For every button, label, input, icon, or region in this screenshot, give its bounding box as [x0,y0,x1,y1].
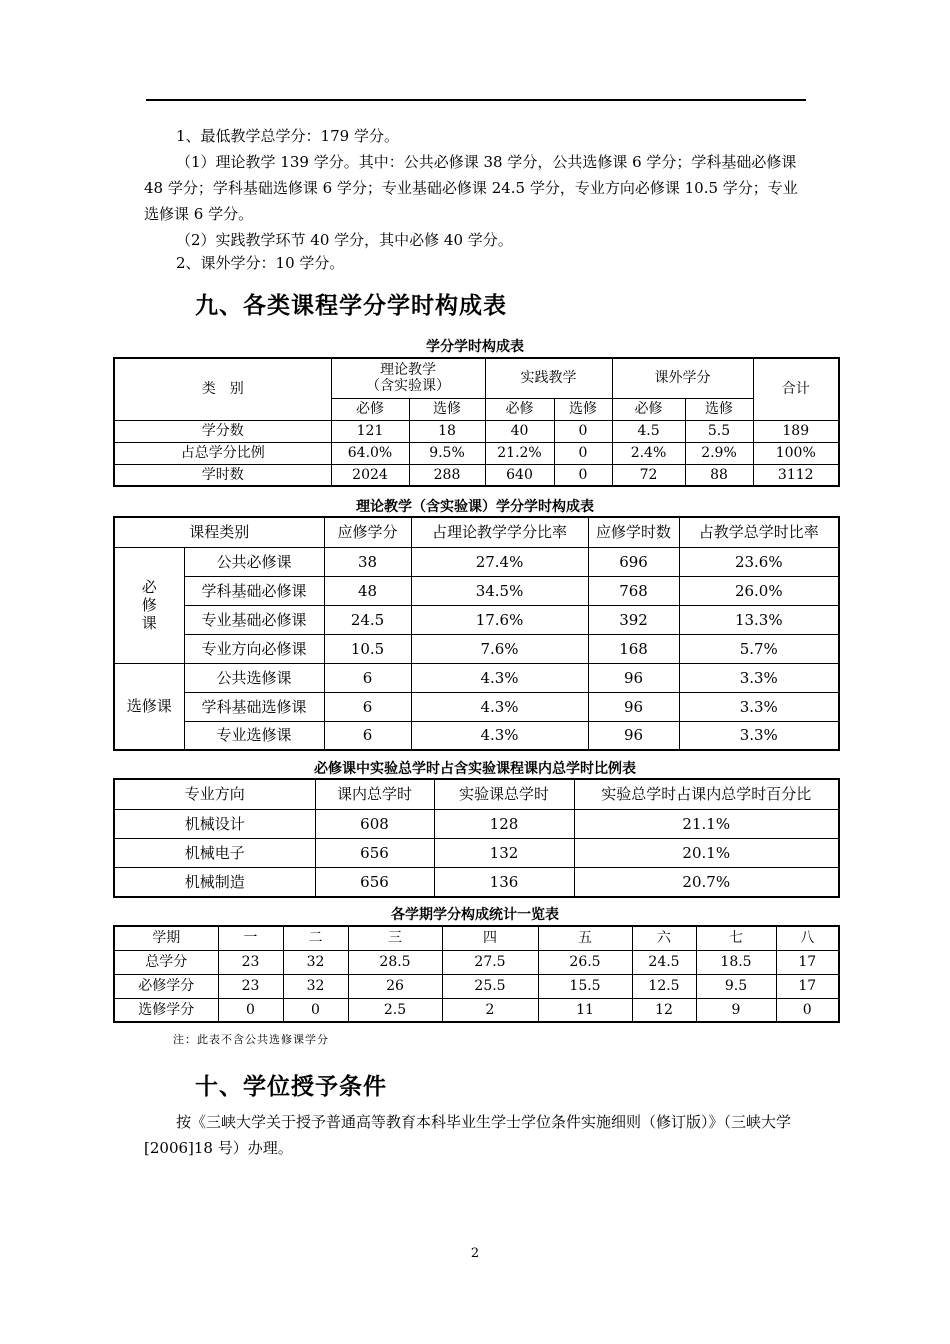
table-cell: 3112 [753,464,839,486]
t1-subheader-elective: 选修 [554,398,612,420]
table-cell: 96 [588,663,679,692]
table-cell: 48 [324,576,411,605]
t2-header-credit-ratio: 占理论教学学分比率 [411,517,588,547]
intro-line-1: 1、最低教学总学分：179 学分。 [176,127,399,145]
table-cell: 12.5 [632,974,696,998]
table1-caption: 学分学时构成表 [426,339,524,355]
table-cell: 17.6% [411,605,588,634]
table-row [114,692,839,721]
table-cell: 2.5 [348,998,442,1022]
table-row [114,998,839,1022]
table-cell: 288 [409,464,485,486]
table-cell: 2 [442,998,538,1022]
table-cell: 0 [554,442,612,464]
header-rule [146,99,806,101]
table-cell: 3.3% [679,692,839,721]
lab-hours-table [113,778,840,898]
course-name: 学科基础必修课 [184,576,324,605]
intro-line-4: 2、课外学分：10 学分。 [176,254,345,272]
page-number: 2 [470,1246,480,1261]
table-cell: 4.3% [411,721,588,750]
table-cell: 20.1% [574,838,839,867]
table-cell: 15.5 [538,974,632,998]
table-row [114,663,839,692]
table-cell: 24.5 [632,950,696,974]
table-row [114,442,839,464]
table-cell: 2.9% [685,442,753,464]
table-cell: 0 [218,998,283,1022]
table-row [114,547,839,576]
table-cell: 6 [324,692,411,721]
row-label: 学分数 [114,420,331,442]
semester-credit-table [113,925,840,1023]
table-cell: 96 [588,692,679,721]
table-cell: 11 [538,998,632,1022]
t1-subheader-required: 必修 [612,398,685,420]
table-cell: 26 [348,974,442,998]
course-name: 专业基础必修课 [184,605,324,634]
table-cell: 5.5 [685,420,753,442]
table-cell: 17 [776,950,839,974]
table-row [114,605,839,634]
table-row [114,809,839,838]
t1-header-practice: 实践教学 [485,358,612,398]
table-cell: 3.3% [679,721,839,750]
table4-caption: 各学期学分构成统计一览表 [391,907,559,923]
table-cell: 640 [485,464,554,486]
theory-credit-table [113,516,840,751]
section-10-title: 十、学位授予条件 [195,1074,387,1100]
table-cell: 121 [331,420,409,442]
table-cell: 2024 [331,464,409,486]
table-note: 注：此表不含公共选修课学分 [173,1033,329,1046]
t4-header: 六 [632,926,696,950]
group-elective: 选修课 [114,663,184,750]
t2-header-category: 课程类别 [114,517,324,547]
t1-header-extra: 课外学分 [612,358,753,398]
t1-header-category: 类 别 [114,358,331,420]
group-required: 必 修 课 [114,547,184,663]
table-cell: 32 [283,950,348,974]
section-9-title: 九、各类课程学分学时构成表 [195,293,507,319]
table-cell: 656 [315,838,434,867]
table-cell: 100% [753,442,839,464]
t4-header: 五 [538,926,632,950]
table-cell: 23.6% [679,547,839,576]
row-label: 选修学分 [114,998,218,1022]
table-cell: 17 [776,974,839,998]
row-label: 总学分 [114,950,218,974]
intro-line-2: （1）理论教学 139 学分。其中：公共必修课 38 学分，公共选修课 6 学分；学科基础必修课 48 学分；学科基础选修课 6 学分；专业基础必修课 24.5 学分，专业方向必修课 10.5 学分；专业选修课 6 学分。 [144,153,798,223]
t2-header-credits: 应修学分 [324,517,411,547]
table-cell: 768 [588,576,679,605]
table-row [114,950,839,974]
t4-header: 七 [696,926,776,950]
table-cell: 128 [434,809,574,838]
table-cell: 7.6% [411,634,588,663]
credit-hour-table [113,357,840,487]
table-cell: 9.5% [409,442,485,464]
table-row [114,838,839,867]
row-label: 占总学分比例 [114,442,331,464]
table-cell: 4.3% [411,663,588,692]
t4-header-semester: 学期 [114,926,218,950]
table-cell: 21.2% [485,442,554,464]
table-row [114,867,839,897]
table-cell: 3.3% [679,663,839,692]
table-cell: 18 [409,420,485,442]
table-cell: 40 [485,420,554,442]
course-name: 公共选修课 [184,663,324,692]
table-cell: 189 [753,420,839,442]
table-cell: 24.5 [324,605,411,634]
t4-header: 二 [283,926,348,950]
table-cell: 4.3% [411,692,588,721]
course-name: 专业选修课 [184,721,324,750]
table-cell: 10.5 [324,634,411,663]
table-cell: 32 [283,974,348,998]
table-cell: 72 [612,464,685,486]
table-row [114,576,839,605]
t4-header: 三 [348,926,442,950]
table-cell: 96 [588,721,679,750]
table-cell: 6 [324,721,411,750]
table-cell: 392 [588,605,679,634]
t2-header-hours: 应修学时数 [588,517,679,547]
t4-header: 八 [776,926,839,950]
table-cell: 656 [315,867,434,897]
t3-header-major: 专业方向 [114,779,315,809]
table-cell: 132 [434,838,574,867]
table-cell: 168 [588,634,679,663]
table-cell: 38 [324,547,411,576]
table-cell: 28.5 [348,950,442,974]
row-label: 必修学分 [114,974,218,998]
table-row [114,721,839,750]
t1-header-theory [331,358,485,398]
t1-subheader-elective: 选修 [409,398,485,420]
degree-conditions-text: 按《三峡大学关于授予普通高等教育本科毕业生学士学位条件实施细则（修订版）》（三峡大学[2006]18 号）办理。 [144,1113,792,1157]
major-name: 机械制造 [114,867,315,897]
table-row [114,464,839,486]
table-cell: 18.5 [696,950,776,974]
table-cell: 696 [588,547,679,576]
intro-line-3: （2）实践教学环节 40 学分，其中必修 40 学分。 [176,231,513,249]
table-cell: 27.4% [411,547,588,576]
table-cell: 0 [283,998,348,1022]
table-cell: 88 [685,464,753,486]
table-cell: 136 [434,867,574,897]
t1-header-theory-line1: 理论教学 [380,362,436,379]
table-cell: 21.1% [574,809,839,838]
course-name: 专业方向必修课 [184,634,324,663]
table-cell: 5.7% [679,634,839,663]
row-label: 学时数 [114,464,331,486]
table-cell: 64.0% [331,442,409,464]
table-cell: 12 [632,998,696,1022]
t1-subheader-elective: 选修 [685,398,753,420]
major-name: 机械电子 [114,838,315,867]
table-cell: 34.5% [411,576,588,605]
table-cell: 26.0% [679,576,839,605]
t1-subheader-required: 必修 [485,398,554,420]
table-row [114,634,839,663]
table-cell: 26.5 [538,950,632,974]
table-row [114,420,839,442]
table-cell: 20.7% [574,867,839,897]
table-cell: 23 [218,974,283,998]
t1-subheader-required: 必修 [331,398,409,420]
table3-caption: 必修课中实验总学时占含实验课程课内总学时比例表 [314,761,636,777]
t4-header: 一 [218,926,283,950]
table-cell: 27.5 [442,950,538,974]
table2-caption: 理论教学（含实验课）学分学时构成表 [356,499,594,515]
table-cell: 0 [776,998,839,1022]
table-cell: 9 [696,998,776,1022]
table-cell: 13.3% [679,605,839,634]
table-cell: 2.4% [612,442,685,464]
table-cell: 25.5 [442,974,538,998]
t3-header-percent: 实验总学时占课内总学时百分比 [574,779,839,809]
course-name: 公共必修课 [184,547,324,576]
t1-header-total: 合计 [753,358,839,420]
t1-header-theory-line2: （含实验课） [366,378,450,395]
t4-header: 四 [442,926,538,950]
table-cell: 0 [554,420,612,442]
table-cell: 608 [315,809,434,838]
course-name: 学科基础选修课 [184,692,324,721]
table-cell: 23 [218,950,283,974]
table-cell: 9.5 [696,974,776,998]
table-cell: 6 [324,663,411,692]
t3-header-lab-hours: 实验课总学时 [434,779,574,809]
major-name: 机械设计 [114,809,315,838]
t3-header-hours: 课内总学时 [315,779,434,809]
table-cell: 0 [554,464,612,486]
table-cell: 4.5 [612,420,685,442]
table-row [114,974,839,998]
t2-header-hour-ratio: 占教学总学时比率 [679,517,839,547]
